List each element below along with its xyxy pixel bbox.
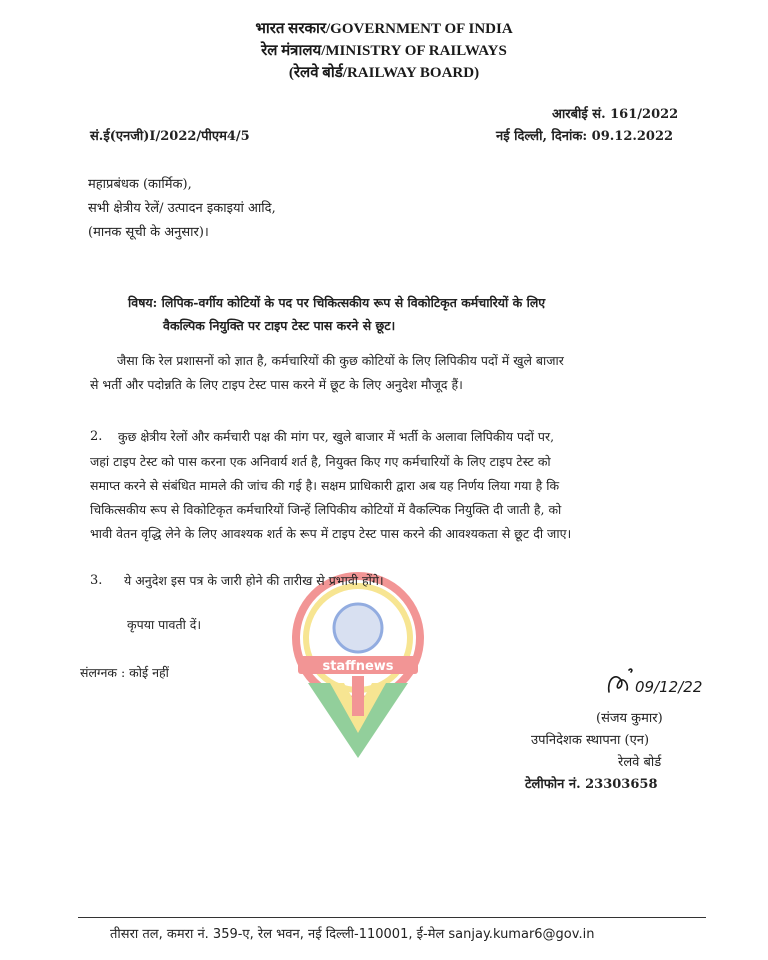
watermark-globe xyxy=(334,604,382,652)
signatory-name: (संजय कुमार) xyxy=(596,711,663,726)
enclosure: संलग्नक : कोई नहीं xyxy=(80,665,169,680)
signatory-designation: उपनिदेशक स्थापना (एन) xyxy=(531,733,650,748)
watermark-text: staffnews xyxy=(322,659,394,674)
subject-line-1: विषय: लिपिक-वर्गीय कोटियों के पद पर चिकित्सकीय रूप से विकोटिकृत कर्मचारियों के लिए xyxy=(128,295,546,310)
para2-line-3: समाप्त करने से संबंधित मामले की जांच की गई है। सक्षम प्राधिकारी द्वारा अब यह निर्णय लिया गया है कि xyxy=(90,478,560,493)
signatory-phone: टेलीफोन नं. 23303658 xyxy=(525,777,658,792)
para1-line-1: जैसा कि रेल प्रशासनों को ज्ञात है, कर्मचारियों की कुछ कोटियों के लिए लिपिकीय पदों में खुले बाजार xyxy=(117,353,564,368)
para3-text: ये अनुदेश इस पत्र के जारी होने की तारीख से प्रभावी होंगे। xyxy=(124,573,384,588)
handwritten-signature xyxy=(605,662,705,702)
para2-number: 2. xyxy=(90,429,103,444)
para2-line-5: भावी वेतन वृद्धि लेने के लिए आवश्यक शर्त के रूप में टाइप टेस्ट पास करने की आवश्यकता से छूट दी जाए। xyxy=(90,526,572,541)
place-date: नई दिल्ली, दिनांक: 09.12.2022 xyxy=(496,129,674,144)
addressee-line-1: महाप्रबंधक (कार्मिक), xyxy=(88,177,192,192)
addressee-line-3: (मानक सूची के अनुसार)। xyxy=(88,225,209,240)
watermark-torch xyxy=(352,676,364,716)
subject-line-2: वैकल्पिक नियुक्ति पर टाइप टेस्ट पास करने से छूट। xyxy=(163,318,396,333)
signature-date: 09/12/22 xyxy=(635,678,703,696)
file-number: सं.ई(एनजी)I/2022/पीएम4/5 xyxy=(90,129,250,144)
para2-line-2: जहां टाइप टेस्ट को पास करना एक अनिवार्य शर्त है, नियुक्त किए गए कर्मचारियों के लिए टाइप टेस्ट को xyxy=(90,454,551,469)
header-ministry: रेल मंत्रालय/MINISTRY OF RAILWAYS xyxy=(261,43,507,59)
header-board: (रेलवे बोर्ड/RAILWAY BOARD) xyxy=(288,65,480,81)
footer-divider xyxy=(78,917,706,918)
footer-address: तीसरा तल, कमरा नं. 359-ए, रेल भवन, नई दिल्ली-110001, ई-मेल sanjay.kumar6@gov.in xyxy=(110,927,595,942)
acknowledgement: कृपया पावती दें। xyxy=(127,617,202,632)
para2-line-1: कुछ क्षेत्रीय रेलों और कर्मचारी पक्ष की मांग पर, खुले बाजार में भर्ती के अलावा लिपिकीय पदों पर, xyxy=(118,429,555,444)
para2-line-4: चिकित्सकीय रूप से विकोटिकृत कर्मचारियों जिन्हें लिपिकीय कोटियों में वैकल्पिक नियुक्ति दी जाती है, को xyxy=(90,502,562,517)
para3-number: 3. xyxy=(90,573,103,588)
header-government: भारत सरकार/GOVERNMENT OF INDIA xyxy=(255,21,513,37)
para1-line-2: से भर्ती और पदोन्नति के लिए टाइप टेस्ट पास करने में छूट के लिए अनुदेश मौजूद हैं। xyxy=(90,377,463,392)
addressee-line-2: सभी क्षेत्रीय रेलें/ उत्पादन इकाइयां आदि, xyxy=(88,201,276,216)
signatory-office: रेलवे बोर्ड xyxy=(618,755,662,770)
signature-scribble xyxy=(609,669,632,692)
staffnews-watermark xyxy=(268,568,448,768)
rbe-number: आरबीई सं. 161/2022 xyxy=(552,107,679,122)
